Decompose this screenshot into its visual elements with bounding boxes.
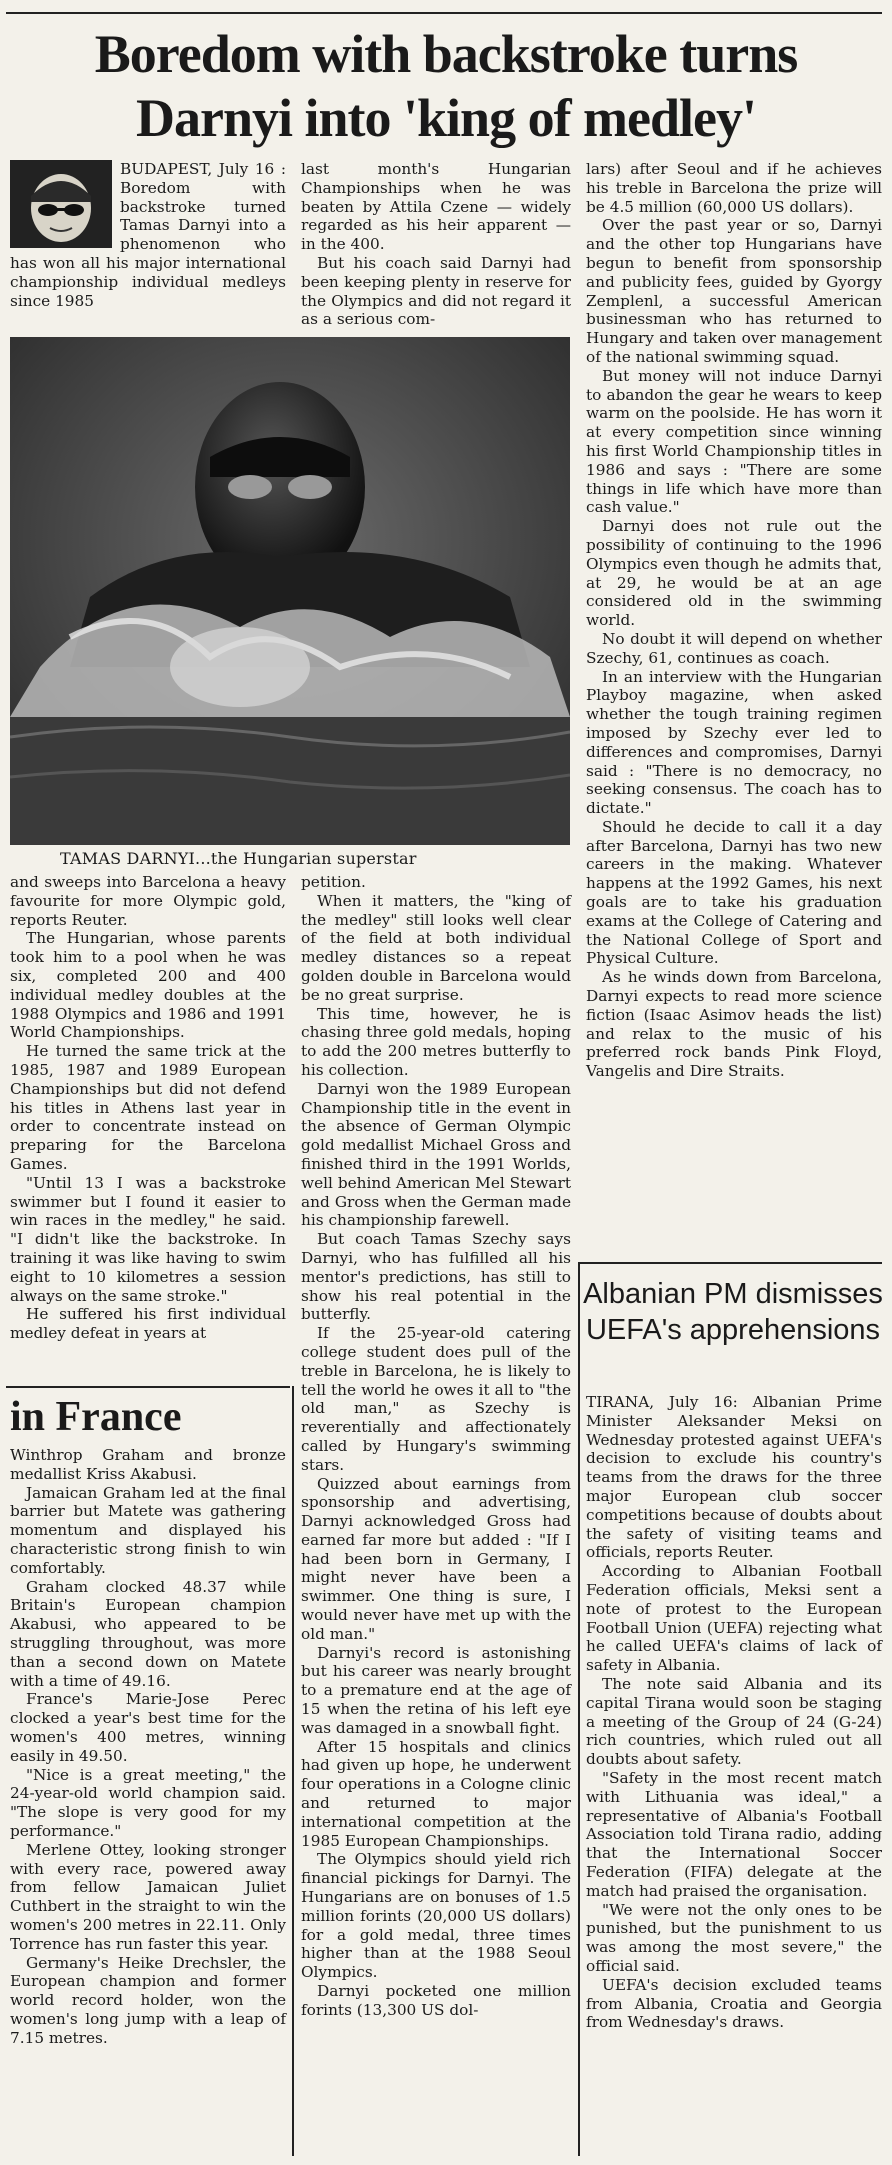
- article1-col2-top-p0: last month's Hungarian Championships when he was beaten by Attila Czene — widely regarded as his heir apparent — in the 400.: [301, 160, 571, 254]
- article1-col2-top-p1: But his coach said Darnyi had been keeping plenty in reserve for the Olympics and did not regard it as a serious com-: [301, 253, 571, 329]
- article1-col2-p2: This time, however, he is chasing three gold medals, hoping to add the 200 metres butterfly to his collection.: [301, 1004, 571, 1079]
- article1-col3-p7: As he winds down from Barcelona, Darnyi expects to read more science fiction (Isaac Asimov heads the list) and relax to the music of his preferred rock bands Pink Floyd, Vangelis and Dire Straits.: [586, 968, 882, 1081]
- article3-p3: "Safety in the most recent match with Lithuania was ideal," a representative of Albania's Football Association told Tirana radio, adding that the International Soccer Federation (FIFA) delegate at the match had praised the organisation.: [586, 1768, 882, 1900]
- article3-p5: UEFA's decision excluded teams from Albania, Croatia and Georgia from Wednesday's draws.: [586, 1975, 882, 2032]
- article1-col3-p5: In an interview with the Hungarian Playboy magazine, when asked whether the tough training regimen imposed by Szechy ever led to differences and compromises, Darnyi said : "There is no democracy, no seeking consensus. The coach has to dictate.": [586, 667, 882, 818]
- article2-p0: Winthrop Graham and bronze medallist Kriss Akabusi.: [10, 1446, 286, 1483]
- article1-col1-p5: He suffered his first individual medley defeat in years at: [10, 1305, 286, 1343]
- article1-col2-p6: Quizzed about earnings from sponsorship and advertising, Darnyi acknowledged Gross had earned far more but added : "If I had been born in Germany, I might never have been a swimmer. One thing is sure, I would never have met up with the old man.": [301, 1474, 571, 1643]
- article1-col2-p7: Darnyi's record is astonishing but his career was nearly brought to a premature end at the age of 15 when the retina of his left eye was damaged in a snowball fight.: [301, 1643, 571, 1737]
- article1-col1-p1: and sweeps into Barcelona a heavy favourite for more Olympic gold, reports Reuter.: [10, 873, 286, 929]
- article1-col1-p0: BUDAPEST, July 16 : Boredom with backstroke turned Tamas Darnyi into a phenomenon who has won all his major international championship individual medleys since 1985: [10, 160, 286, 310]
- albania-top-rule: [580, 1262, 882, 1264]
- article1-col1-p2: The Hungarian, whose parents took him to a pool when he was six, completed 200 and 400 individual medley doubles at the 1988 Olympics and 1986 and 1991 World Championships.: [10, 929, 286, 1042]
- article1-col2-p3: Darnyi won the 1989 European Championship title in the event in the absence of German Olympic gold medallist Michael Gross and finished third in the 1991 Worlds, well behind American Mel Stewart and Gross when the German made his championship farewell.: [301, 1079, 571, 1230]
- article1-col2-p4: But coach Tamas Szechy says Darnyi, who has fulfilled all his mentor's predictions, has still to show his real potential in the butterfly.: [301, 1230, 571, 1324]
- headline: [10, 22, 882, 150]
- article2-p6: Germany's Heike Drechsler, the European champion and former world record holder, won the women's long jump with a leap of 7.15 metres.: [10, 1953, 286, 2047]
- article2-p2: Graham clocked 48.37 while Britain's European champion Akabusi, who appeared to be struggling throughout, was more than a second down on Matete with a time of 49.16.: [10, 1577, 286, 1690]
- article1-col1-p3: He turned the same trick at the 1985, 1987 and 1989 European Championships but did not defend his titles in Athens last year in order to concentrate instead on preparing for the Barcelona Games.: [10, 1042, 286, 1173]
- headline-line1: Boredom with backstroke turns: [94, 24, 798, 84]
- top-rule: [6, 12, 882, 14]
- article1-col3-p4: No doubt it will depend on whether Szechy, 61, continues as coach.: [586, 629, 882, 667]
- france-top-rule: [6, 1386, 290, 1388]
- albania-side-rule: [578, 1262, 580, 2156]
- article1-col2-p8: After 15 hospitals and clinics had given up hope, he underwent four operations in a Cologne clinic and returned to major international competition at the 1985 European Championships.: [301, 1737, 571, 1850]
- article2-p1: Jamaican Graham led at the final barrier but Matete was gathering momentum and displayed his characteristic strong finish to win comfortably.: [10, 1483, 286, 1577]
- headline-line2: Darnyi into 'king of medley': [135, 88, 757, 148]
- article1-col2-p0: petition.: [301, 873, 366, 891]
- article1-col2-p1: When it matters, the "king of the medley" still looks well clear of the field at both individual medley distances so a repeat golden double in Barcelona would be no great surprise.: [301, 891, 571, 1004]
- article1-col2-p9: The Olympics should yield rich financial pickings for Darnyi. The Hungarians are on bonuses of 1.5 million forints (20,000 US dollars) for a gold medal, three times higher than at the 1988 Seoul Olympics.: [301, 1850, 571, 1982]
- article1-col1-p4: "Until 13 I was a backstroke swimmer but I found it easier to win races in the medley," he said. "I didn't like the backstroke. In training it was like having to swim eight to 10 kilometres a session always on the same stroke.": [10, 1173, 286, 1305]
- article1-col1-bottom: [10, 873, 286, 1343]
- swimmer-photo: [10, 337, 570, 845]
- article1-col3-p3: Darnyi does not rule out the possibility of continuing to the 1996 Olympics even though he admits that, at 29, he would be at an age considered old in the swimming world.: [586, 517, 882, 630]
- swimmer-thumbnail: [10, 160, 120, 252]
- article2-p5: Merlene Ottey, looking stronger with every race, powered away from fellow Jamaican Juliet Cuthbert in the straight to win the women's 200 metres in 22.11. Only Torrence has run faster this year.: [10, 1840, 286, 1953]
- article2-p4: "Nice is a great meeting," the 24-year-old world champion said. "The slope is very good for my performance.": [10, 1765, 286, 1840]
- article1-col3-p0: lars) after Seoul and if he achieves his treble in Barcelona the prize will be 4.5 million (60,000 US dollars).: [586, 160, 882, 216]
- article1-col3-p6: Should he decide to call it a day after Barcelona, Darnyi has two new careers in the making. Whatever happens at the 1992 Games, his next goals are to take his graduation exams at the College of Catering and the National College of Sport and Physical Culture.: [586, 817, 882, 968]
- article3-p1: According to Albanian Football Federation officials, Meksi sent a note of protest to the European Football Union (UEFA) rejecting what he called UEFA's claims of lack of safety in Albania.: [586, 1562, 882, 1675]
- article1-col2-p5: If the 25-year-old catering college student does pull of the treble in Barcelona, he is likely to tell the world he owes it all to "the old man," as Szechy is reverentially and affectionately called by Hungary's swimming stars.: [301, 1324, 571, 1474]
- article1-col1-top: [10, 160, 286, 310]
- article3-p2: The note said Albania and its capital Tirana would soon be staging a meeting of the Group of 24 (G-24) rich countries, which ruled out all doubts about safety.: [586, 1674, 882, 1769]
- article1-col3-p1: Over the past year or so, Darnyi and the other top Hungarians have begun to benefit from sponsorship and publicity fees, guided by Gyorgy Zemplenl, a successful American businessman who has returned to Hungary and taken over management of the national swimming squad.: [586, 216, 882, 366]
- article2-body: [10, 1446, 286, 2048]
- article1-col2-bottom: [301, 873, 571, 2020]
- article3-p0: TIRANA, July 16: Albanian Prime Minister Aleksander Meksi on Wednesday protested against UEFA's decision to exclude his country's teams from the draws for the three major European club soccer competitions because of doubts about the safety of visiting teams and officials, reports Reuter.: [586, 1393, 882, 1562]
- article1-col3-p2: But money will not induce Darnyi to abandon the gear he wears to keep warm on the poolside. He has worn it at every competition since winning his first World Championship titles in 1986 and says : "There are some things in life which have more than cash value.": [586, 366, 882, 517]
- france-headline: in France: [10, 1394, 182, 1440]
- article3-body: [586, 1393, 882, 2032]
- photo-caption: TAMAS DARNYI...the Hungarian superstar: [60, 849, 417, 868]
- swimmer-goggles-icon: [10, 160, 112, 248]
- article1-col2-p10: Darnyi pocketed one million forints (13,300 US dol-: [301, 1982, 571, 2019]
- article3-p4: "We were not the only ones to be punished, but the punishment to us was among the most severe," the official said.: [586, 1900, 882, 1975]
- article1-col2-top: [301, 160, 571, 329]
- france-side-rule: [292, 1386, 294, 2156]
- article1-col3: [586, 160, 882, 1081]
- albania-headline: Albanian PM dismisses UEFA's apprehensions: [583, 1278, 883, 1346]
- article2-p3: France's Marie-Jose Perec clocked a year's best time for the women's 400 metres, winning easily in 49.50.: [10, 1690, 286, 1765]
